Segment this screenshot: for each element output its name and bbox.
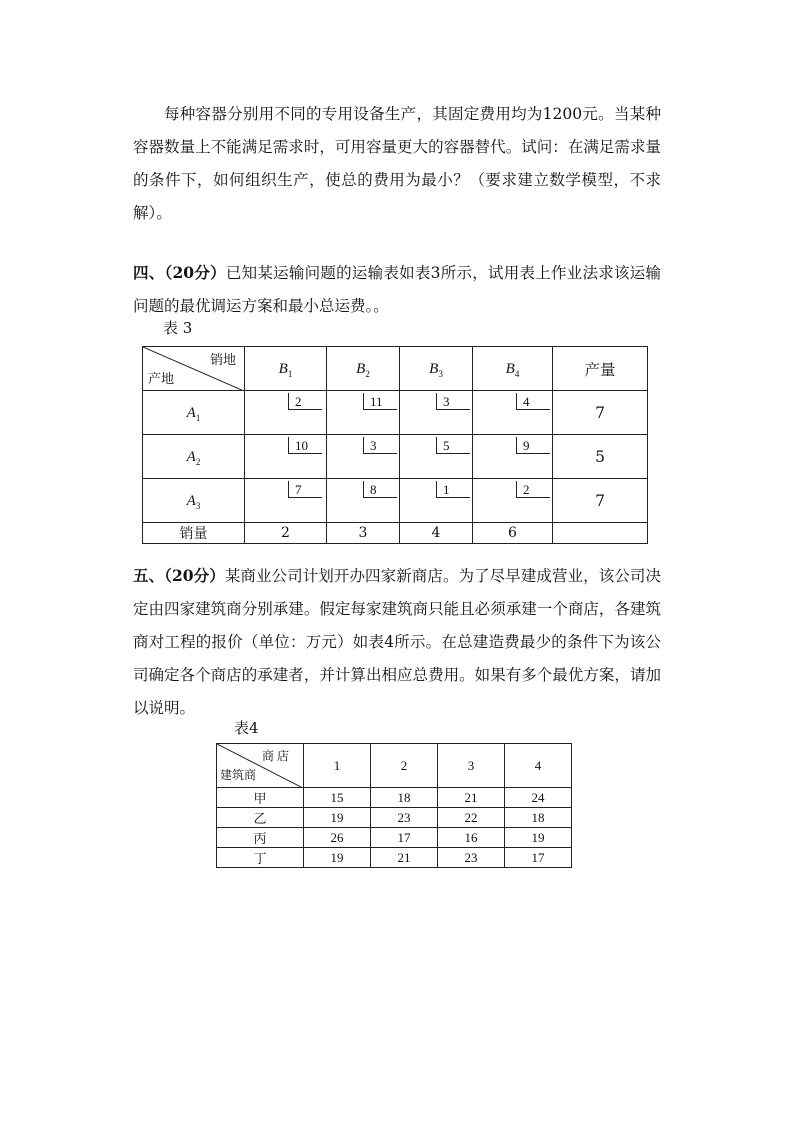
unit-cost: 7 [288,481,322,498]
table3-caption: 表 3 [163,319,193,337]
table3-corner-cell [143,347,245,391]
demand-label: 销量 [143,523,245,544]
bid-value: 17 [505,848,572,868]
cost-cell [473,435,553,479]
cost-cell [473,479,553,523]
corner-dest-label: 销地 [209,353,236,368]
supply-value: 7 [553,479,648,523]
bid-value: 21 [438,788,505,808]
origin-a1: $A_1$ [143,391,245,435]
store-header: 2 [371,744,438,788]
table3-row-a1 [143,391,648,435]
table4-row [217,808,572,828]
bid-value: 24 [505,788,572,808]
demand-value: 2 [245,523,327,544]
demand-empty [553,523,648,544]
cost-cell [400,479,473,523]
store-header: 1 [304,744,371,788]
q4-text: 已知某运输问题的运输表如表3所示，试用表上作业法求该运输问题的最优调运方案和最小总运费。。 [133,264,661,315]
supply-value: 5 [553,435,648,479]
cost-cell [400,435,473,479]
unit-cost: 10 [288,437,322,454]
bid-value: 18 [505,808,572,828]
q5-heading: 五、（20分） [133,566,225,585]
cost-cell [327,391,400,435]
unit-cost: 8 [363,481,397,498]
unit-cost: 1 [436,481,470,498]
q5-text: 某商业公司计划开办四家新商店。为了尽早建成营业，该公司决定由四家建筑商分别承建。假定每家建筑商只能且必须承建一个商店，各建筑商对工程的报价（单位：万元）如表4所示。在总建造费最少的条件下为该公司确定各个商店的承建者，并计算出相应总费用。如果有多个最优方案，请加以说明。 [133,567,661,717]
bid-value: 23 [438,848,505,868]
table3-row-a3 [143,479,648,523]
corner-origin-label: 产地 [148,372,175,387]
bid-value: 19 [304,808,371,828]
bid-table [216,743,572,868]
cost-cell [245,391,327,435]
bid-value: 19 [304,848,371,868]
dest-header-b2: $B_2$ [327,347,400,391]
demand-value: 6 [473,523,553,544]
bid-value: 17 [371,828,438,848]
unit-cost: 9 [516,437,550,454]
bid-value: 26 [304,828,371,848]
transport-table [142,346,648,544]
origin-a2: $A_2$ [143,435,245,479]
store-header: 3 [438,744,505,788]
q5-paragraph [133,559,661,725]
bid-value: 23 [371,808,438,828]
origin-a3: $A_3$ [143,479,245,523]
q4-heading: 四、（20分） [133,263,226,282]
builder-name: 乙 [217,808,304,828]
dest-header-b1: $B_1$ [245,347,327,391]
table4-row [217,848,572,868]
cost-cell [245,479,327,523]
bid-value: 22 [438,808,505,828]
cost-cell [327,479,400,523]
table4-corner-cell [217,744,304,788]
corner-builder-label: 建筑商 [220,768,257,782]
unit-cost: 2 [516,481,550,498]
table3-demand-row [143,523,648,544]
supply-header: 产量 [553,347,648,391]
unit-cost: 3 [363,437,397,454]
store-header: 4 [505,744,572,788]
corner-store-label: 商 店 [261,749,289,763]
table3-row-a2 [143,435,648,479]
bid-value: 21 [371,848,438,868]
builder-name: 丙 [217,828,304,848]
unit-cost: 4 [516,393,550,410]
cost-cell [327,435,400,479]
intro-paragraph: 每种容器分别用不同的专用设备生产，其固定费用均为1200元。当某种容器数量上不能满足需求时，可用容量更大的容器替代。试问：在满足需求量的条件下，如何组织生产，使总的费用为最小？（要求建立数学模型，不求解）。 [133,105,661,222]
cost-cell [245,435,327,479]
builder-name: 甲 [217,788,304,808]
bid-value: 15 [304,788,371,808]
unit-cost: 2 [288,393,322,410]
dest-header-b3: $B_3$ [400,347,473,391]
bid-value: 16 [438,828,505,848]
demand-value: 3 [327,523,400,544]
unit-cost: 3 [436,393,470,410]
table4-row [217,788,572,808]
supply-value: 7 [553,391,648,435]
unit-cost: 5 [436,437,470,454]
dest-header-b4: $B_4$ [473,347,553,391]
bid-value: 19 [505,828,572,848]
cost-cell [473,391,553,435]
table4-row [217,828,572,848]
unit-cost: 11 [363,393,397,410]
builder-name: 丁 [217,848,304,868]
table4-caption: 表4 [234,719,259,737]
cost-cell [400,391,473,435]
bid-value: 18 [371,788,438,808]
q4-paragraph [133,256,661,323]
demand-value: 4 [400,523,473,544]
